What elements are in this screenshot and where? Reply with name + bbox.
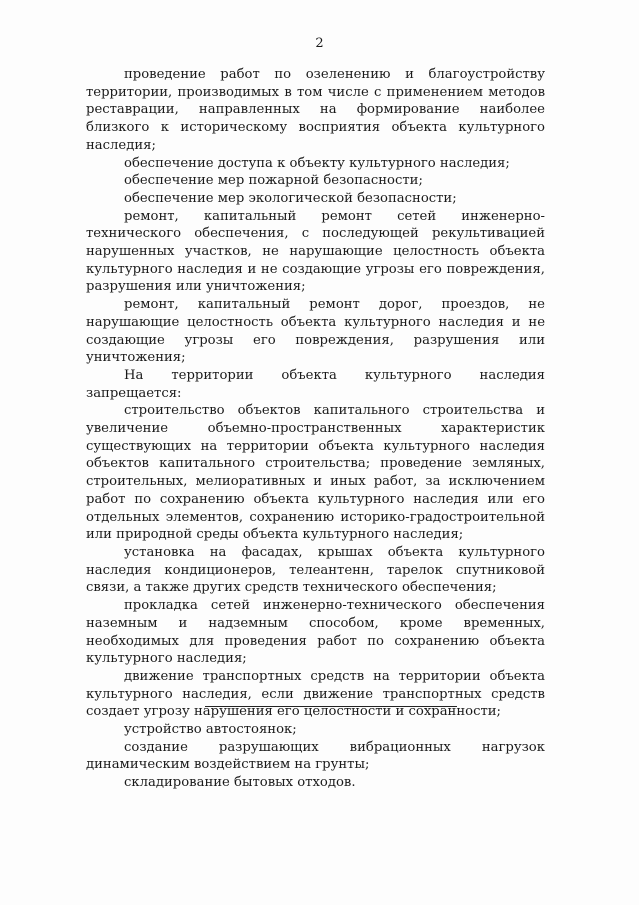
- paragraph-waste-ban: складирование бытовых отходов.: [124, 775, 356, 791]
- document-body: [86, 66, 545, 792]
- paragraph-parking-ban: устройство автостоянок;: [124, 722, 297, 738]
- paragraph-ecological-safety: обеспечение мер экологической безопасности;: [124, 190, 457, 206]
- paragraph-network-laying-ban: прокладка сетей инженерно-технического обеспечения наземным и надземным способом, кроме временных, необходимых для проведения работ по сохранению объекта культурного наследия;: [86, 598, 545, 667]
- paragraph-landscaping: проведение работ по озеленению и благоустройству территории, производимых в том числе с применением методов реставрации, направленных на формирование наиболее близкого к историческому восприятия объекта культурного наследия;: [86, 67, 545, 153]
- paragraph-fire-safety: обеспечение мер пожарной безопасности;: [124, 173, 423, 189]
- paragraph-road-repair: ремонт, капитальный ремонт дорог, проездов, не нарушающие целостность объекта культурного наследия и не создающие угрозы его повреждения, разрушения или уничтожения;: [86, 297, 545, 366]
- paragraph-construction-ban: строительство объектов капитального строительства и увеличение объемно-пространственных характеристик существующих на территории объекта культурного наследия объектов капитального строительства; проведение земляных, строительных, мелиоративных и иных работ, за исключением работ по сохранению объекта культурного наследия или его отдельных элементов, сохранению историко-градостроительной или природной среды объекта культурного наследия;: [86, 403, 545, 543]
- end-separator-line: [205, 706, 457, 707]
- paragraph-access: обеспечение доступа к объекту культурного наследия;: [124, 155, 510, 171]
- paragraph-traffic-ban: движение транспортных средств на территории объекта культурного наследия, если движение транспортных средств создает угрозу нарушения его целостности и сохранности;: [86, 668, 545, 720]
- paragraph-vibration-ban: создание разрушающих вибрационных нагрузок динамическим воздействием на грунты;: [86, 739, 545, 773]
- paragraph-network-repair: ремонт, капитальный ремонт сетей инженерно-технического обеспечения, с последующей рекультивацией нарушенных участков, не нарушающие целостность объекта культурного наследия и не создающие угрозы его повреждения, разрушения или уничтожения;: [86, 208, 545, 295]
- page-number: 2: [315, 36, 324, 51]
- paragraph-facade-equipment-ban: установка на фасадах, крышах объекта культурного наследия кондиционеров, телеантенн, тарелок спутниковой связи, а также других средств технического обеспечения;: [86, 544, 545, 596]
- paragraph-prohibitions-heading: На территории объекта культурного наследия запрещается:: [86, 367, 545, 401]
